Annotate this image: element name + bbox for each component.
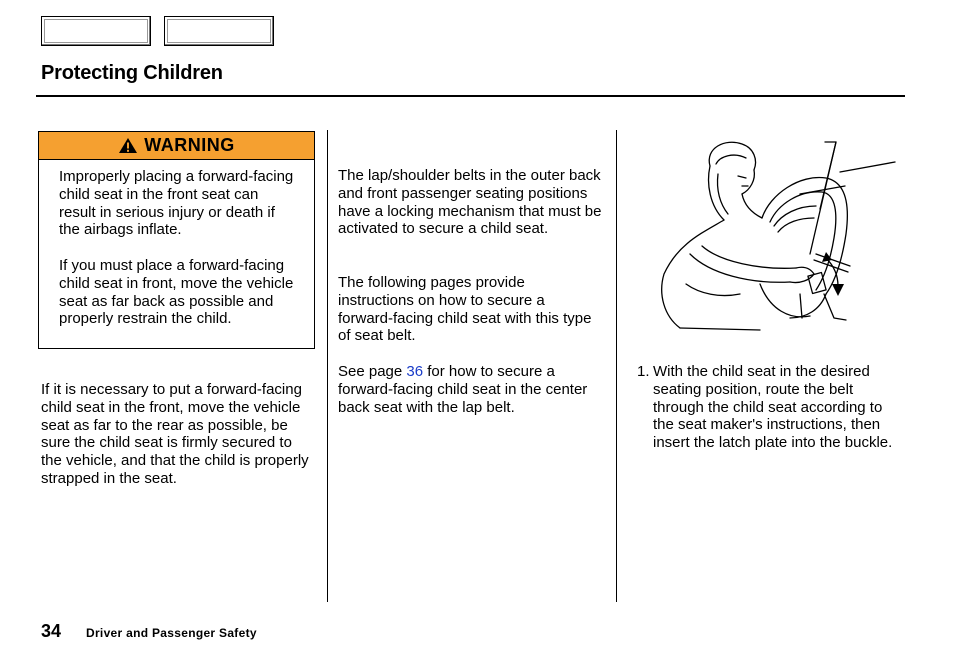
warning-paragraph-1: Improperly placing a forward-facing child seat in the front seat can result in serious injury or death if the airbags inflate. xyxy=(59,168,294,239)
warning-label: WARNING xyxy=(144,135,235,155)
warning-box xyxy=(38,131,315,349)
see-page-rest: for how to secure a forward-facing child seat in the center back seat with the lap belt. xyxy=(338,363,588,416)
column2-paragraph-1: The lap/shoulder belts in the outer back and front passenger seating positions have a locking mechanism that must be activated to secure a child seat. xyxy=(338,167,602,238)
column1-body: If it is necessary to put a forward-facing child seat in the front, move the vehicle seat as far to the rear as possible, be sure the child seat is firmly secured to the vehicle, and that the child is properly strapped in the seat. xyxy=(41,381,309,487)
see-page-text: See page xyxy=(338,363,407,380)
warning-paragraph-2: If you must place a forward-facing child seat in front, move the vehicle seat as far back as possible and properly restrain the child. xyxy=(59,257,294,328)
step-1 xyxy=(637,363,903,452)
previous-page-button[interactable] xyxy=(41,16,151,46)
footer-section-label: Driver and Passenger Safety xyxy=(86,626,257,640)
page-number: 34 xyxy=(41,621,62,641)
warning-header xyxy=(39,132,314,160)
page-title: Protecting Children xyxy=(41,62,223,84)
child-seat-illustration xyxy=(650,134,898,334)
step-number: 1. xyxy=(637,363,650,380)
title-divider xyxy=(36,95,905,97)
column-divider-2 xyxy=(616,130,617,602)
column2-paragraph-3 xyxy=(338,363,600,416)
warning-triangle-icon xyxy=(118,137,138,154)
next-page-button[interactable] xyxy=(164,16,274,46)
column2-paragraph-2: The following pages provide instructions on how to secure a forward-facing child seat with this type of seat belt. xyxy=(338,274,592,345)
step-text: With the child seat in the desired seating position, route the belt through the child seat according to the seat maker's instructions, then insert the latch plate into the buckle. xyxy=(653,363,893,452)
column-divider-1 xyxy=(327,130,328,602)
page-36-link[interactable]: 36 xyxy=(406,363,424,380)
